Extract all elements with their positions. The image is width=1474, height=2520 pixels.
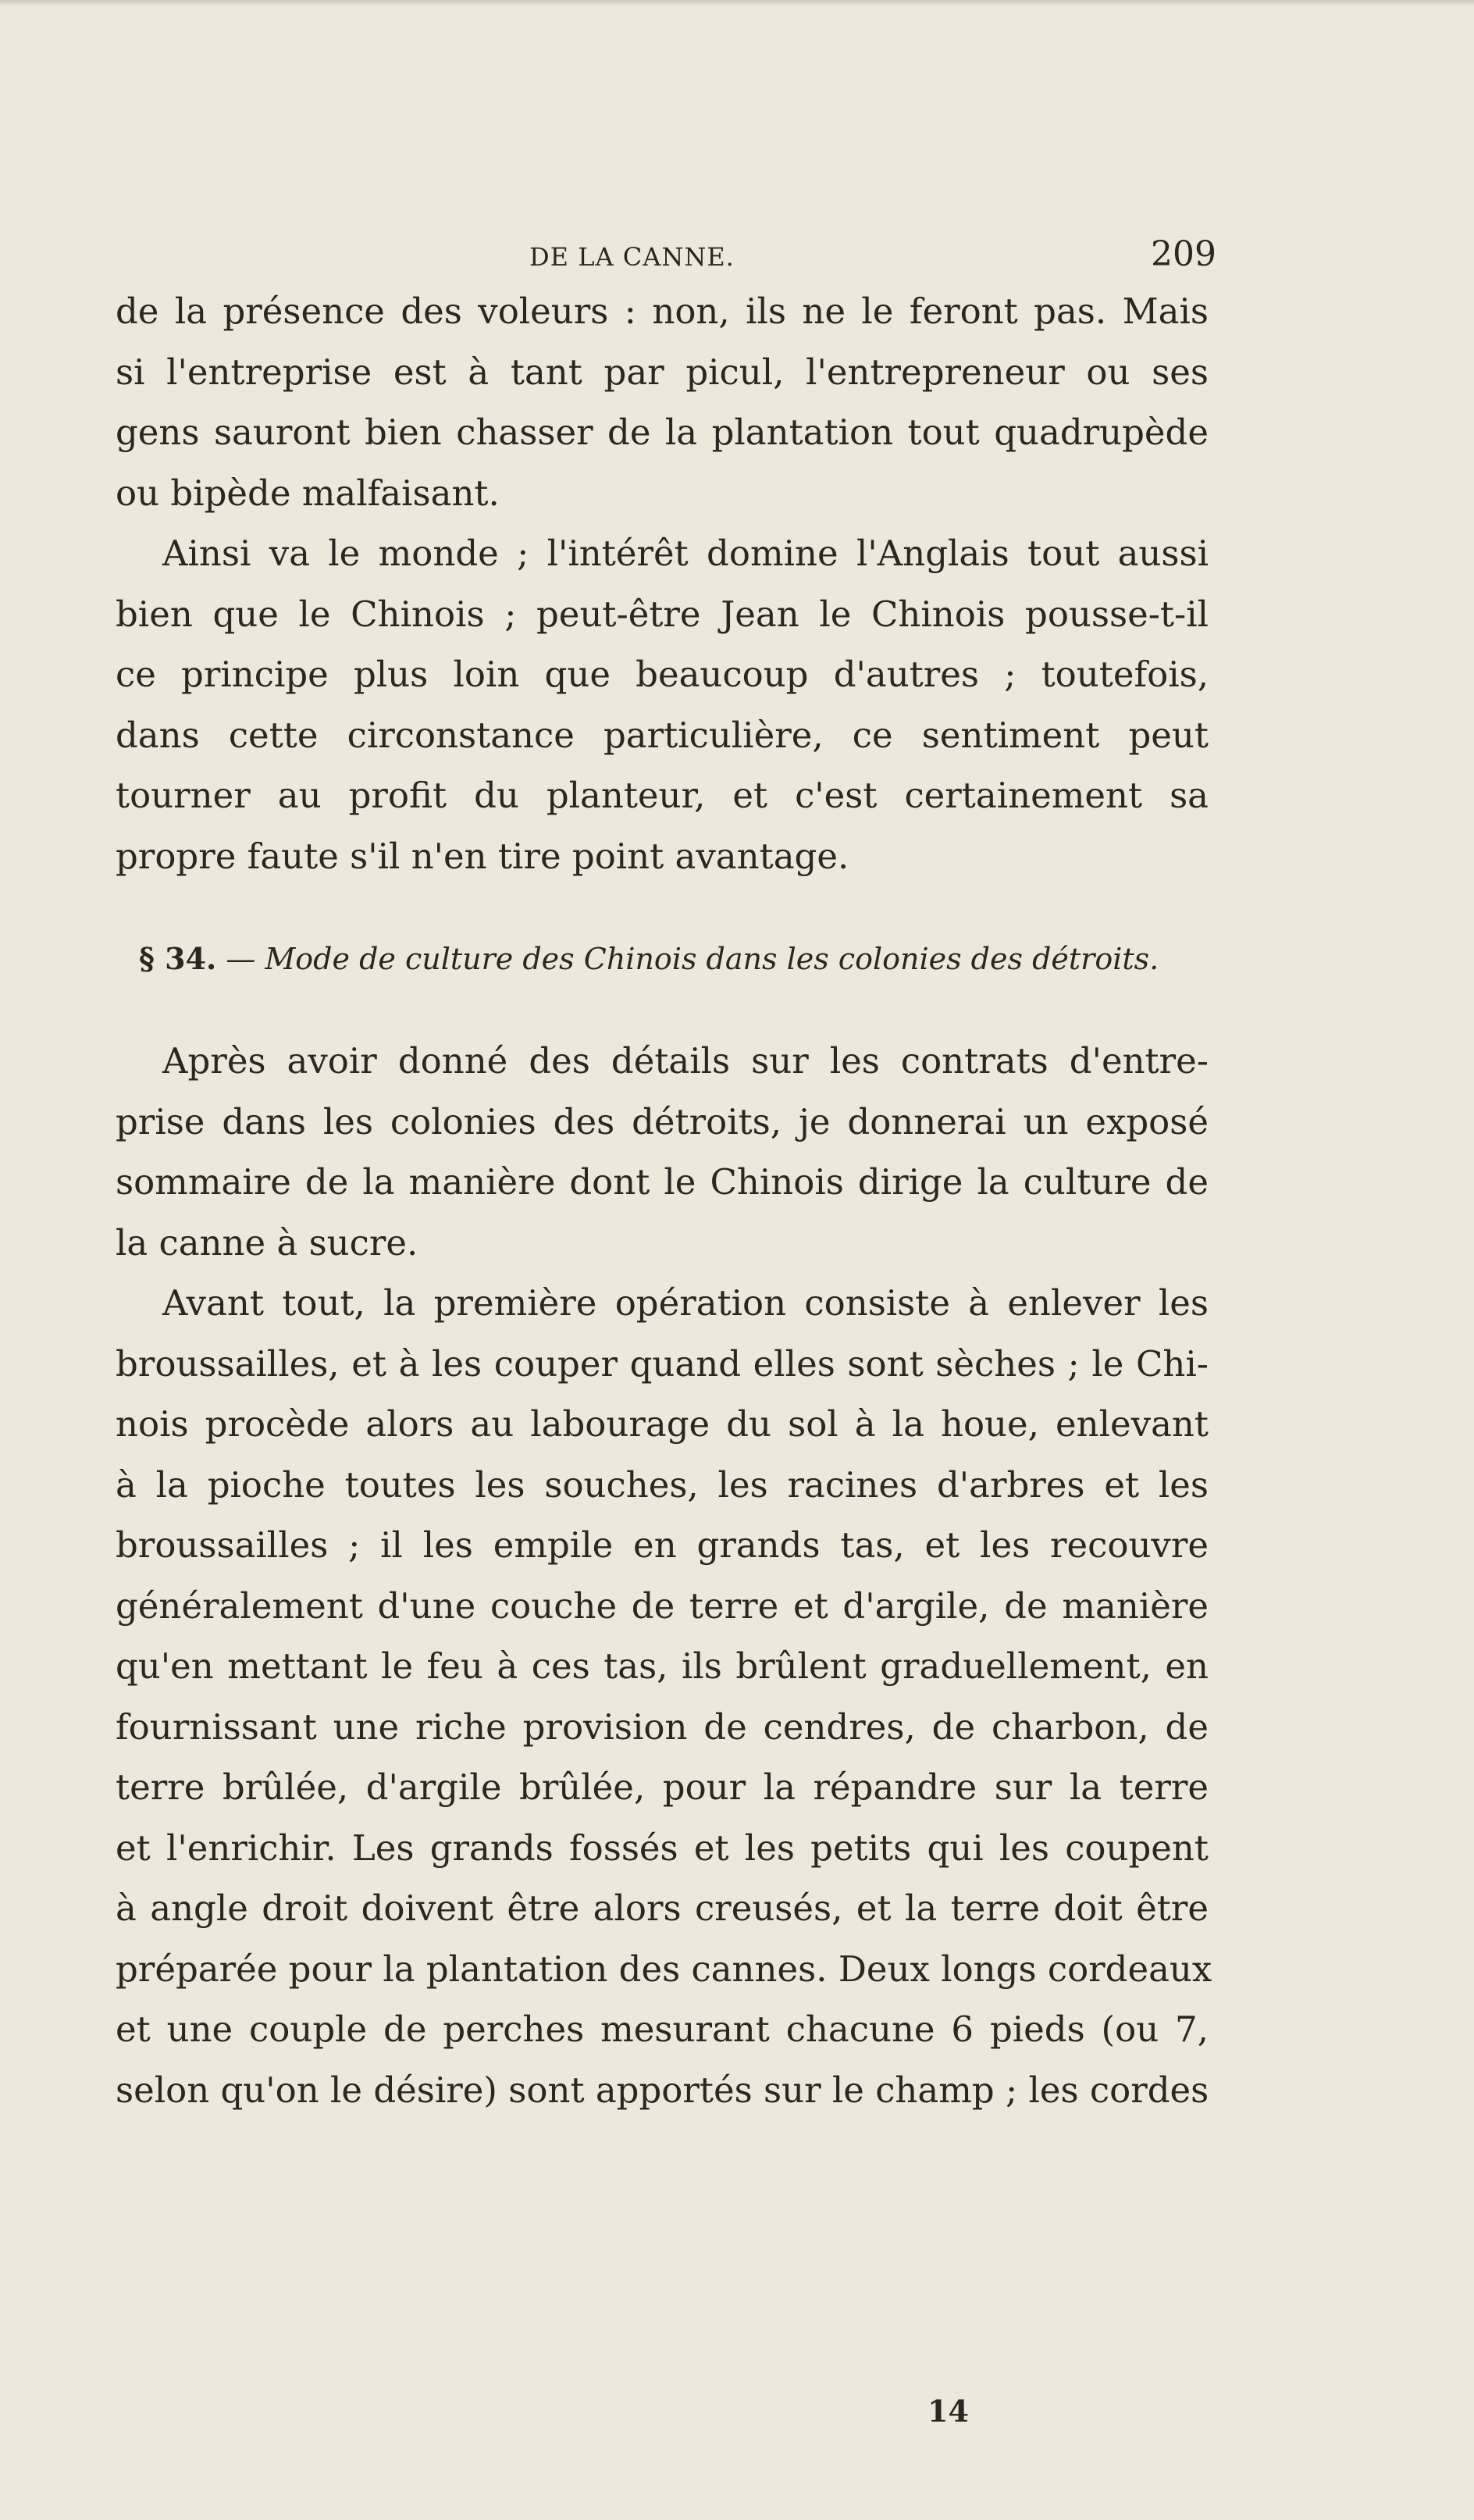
text-line: sommaire de la manière dont le Chinois dirige la culture de xyxy=(116,1161,1209,1203)
text-line: nois procède alors au labourage du sol à la houe, enlevant xyxy=(116,1403,1209,1445)
signature-mark: 14 xyxy=(927,2393,969,2429)
text-line: dans cette circonstance particulière, ce sentiment peut xyxy=(116,714,1209,756)
book-page xyxy=(116,234,1216,2120)
paragraph-4 xyxy=(116,1273,1212,2120)
text-line: prise dans les colonies des détroits, je donnerai un exposé xyxy=(116,1100,1209,1142)
text-line: Avant tout, la première opération consiste à enlever les xyxy=(162,1282,1209,1324)
text-line: de la présence des voleurs : non, ils ne le feront pas. Mais xyxy=(116,290,1209,332)
text-line: terre brûlée, d'argile brûlée, pour la répandre sur la terre xyxy=(116,1766,1209,1808)
section-title: — Mode de culture des Chinois dans les colonies des détroits. xyxy=(226,942,1159,976)
running-title: DE LA CANNE. xyxy=(529,242,735,272)
text-line: broussailles ; il les empile en grands tas, et les recouvre xyxy=(116,1524,1209,1566)
section-number: § 34. xyxy=(139,941,217,976)
text-line: et une couple de perches mesurant chacune 6 pieds (ou 7, xyxy=(116,2009,1209,2050)
text-line: selon qu'on le désire) sont apportés sur le champ ; les cordes xyxy=(116,2069,1209,2111)
text-line: à la pioche toutes les souches, les racines d'arbres et les xyxy=(116,1463,1209,1506)
text-line: qu'en mettant le feu à ces tas, ils brûlent graduellement, en xyxy=(116,1645,1209,1687)
page-number: 209 xyxy=(1151,234,1216,274)
paragraph-1 xyxy=(116,281,1209,523)
text-line: et l'enrichir. Les grands fossés et les petits qui les coupent xyxy=(116,1827,1209,1869)
running-head xyxy=(116,234,1216,281)
text-line: généralement d'une couche de terre et d'argile, de manière xyxy=(116,1584,1209,1627)
text-line: préparée pour la plantation des cannes. Deux longs cordeaux xyxy=(116,1948,1212,1990)
paragraph-2 xyxy=(116,523,1209,886)
text-line: si l'entreprise est à tant par picul, l'entrepreneur ou ses xyxy=(116,351,1209,393)
page-top-edge xyxy=(0,0,1474,6)
text-line: gens sauront bien chasser de la plantation tout quadrupède xyxy=(116,412,1209,453)
text-line: la canne à sucre. xyxy=(116,1221,418,1264)
text-line: tourner au profit du planteur, et c'est certainement sa xyxy=(116,775,1209,816)
text-line: Après avoir donné des détails sur les contrats d'entre- xyxy=(162,1040,1209,1082)
text-line: fournissant une riche provision de cendres, de charbon, de xyxy=(116,1706,1209,1748)
text-line: ou bipède malfaisant. xyxy=(116,472,500,514)
text-line: propre faute s'il n'en tire point avantage. xyxy=(116,835,849,877)
section-heading xyxy=(139,941,1209,976)
text-line: Ainsi va le monde ; l'intérêt domine l'Anglais tout aussi xyxy=(162,533,1209,574)
text-line: bien que le Chinois ; peut-être Jean le Chinois pousse-t-il xyxy=(116,593,1209,635)
paragraph-3 xyxy=(116,1031,1209,1273)
text-line: à angle droit doivent être alors creusés, et la terre doit être xyxy=(116,1887,1209,1929)
text-line: ce principe plus loin que beaucoup d'autres ; toutefois, xyxy=(116,654,1209,695)
text-line: broussailles, et à les couper quand elles sont sèches ; le Chi- xyxy=(116,1342,1209,1385)
